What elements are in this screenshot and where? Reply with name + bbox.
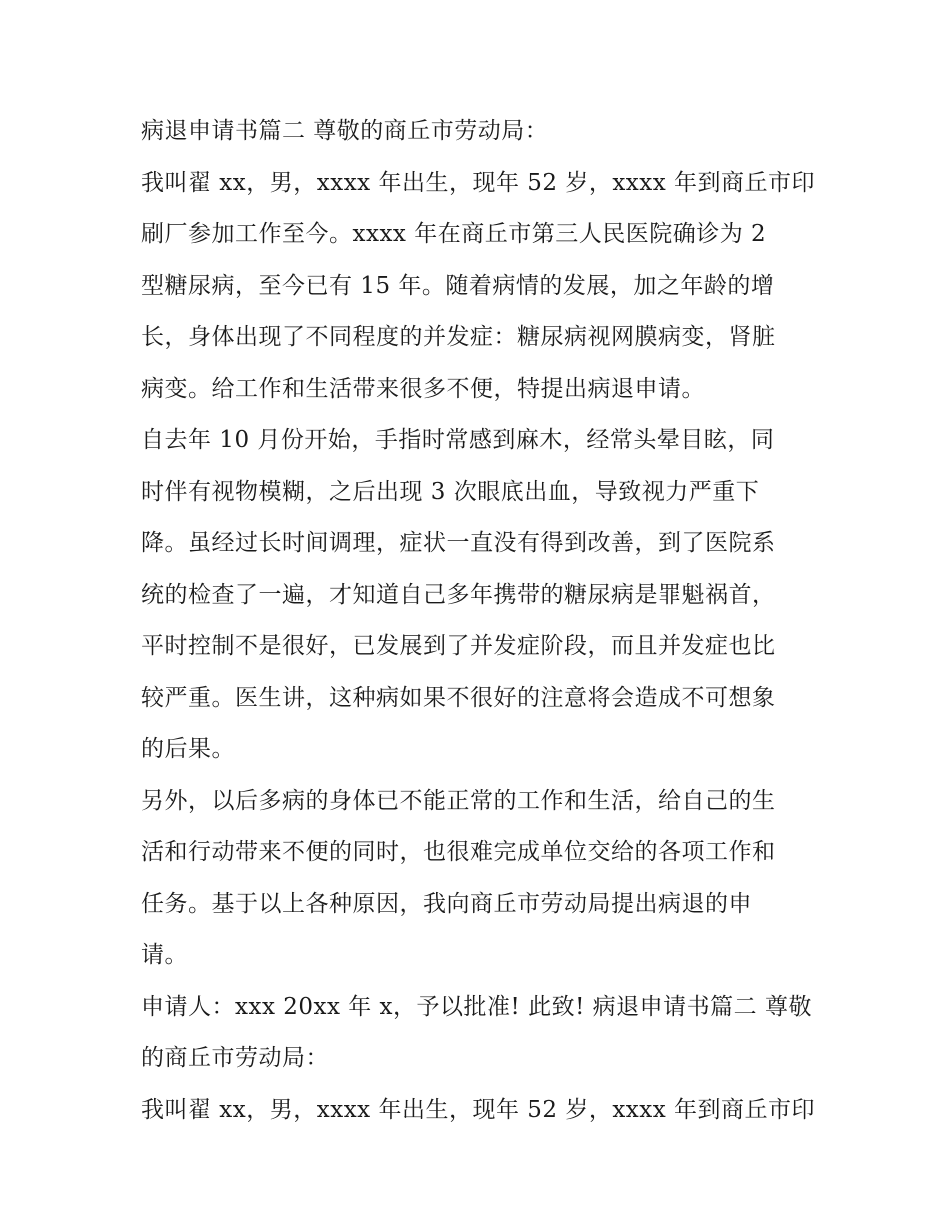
text-line: 请。 [141, 942, 188, 968]
text-line: 我叫翟 xx，男，xxxx 年出生，现年 52 岁，xxxx 年到商丘市印 [141, 169, 816, 196]
text-line: 降。虽经过长时间调理，症状一直没有得到改善，到了医院系 [141, 530, 776, 556]
text-line: 病变。给工作和生活带来很多不便，特提出病退申请。 [141, 375, 705, 402]
text-line: 刷厂参加工作至今。xxxx 年在商丘市第三人民医院确诊为 2 [141, 221, 767, 247]
text-line: 的后果。 [141, 736, 235, 762]
text-line: 统的检查了一遍，才知道自己多年携带的糖尿病是罪魁祸首， [141, 581, 776, 608]
text-line: 长，身体出现了不同程度的并发症：糖尿病视网膜病变，肾脏 [141, 324, 776, 350]
text-line: 申请人：xxx 20xx 年 x，予以批准! 此致! 病退申请书篇二 尊敬 [141, 993, 812, 1020]
text-line: 较严重。医生讲，这种病如果不很好的注意将会造成不可想象 [141, 684, 776, 711]
text-line: 的商丘市劳动局： [141, 1045, 329, 1071]
text-line: 活和行动带来不便的同时，也很难完成单位交给的各项工作和 [141, 839, 776, 865]
text-line: 病退申请书篇二 尊敬的商丘市劳动局： [141, 118, 549, 144]
text-line: 任务。基于以上各种原因，我向商丘市劳动局提出病退的申 [141, 890, 752, 917]
text-line: 平时控制不是很好，已发展到了并发症阶段，而且并发症也比 [141, 633, 776, 659]
text-line: 型糖尿病，至今已有 15 年。随着病情的发展，加之年龄的增 [141, 272, 775, 299]
text-line: 时伴有视物模糊，之后出现 3 次眼底出血，导致视力严重下 [141, 478, 760, 505]
text-line: 我叫翟 xx，男，xxxx 年出生，现年 52 岁，xxxx 年到商丘市印 [141, 1096, 816, 1123]
document-body [141, 106, 821, 1136]
text-line: 另外，以后多病的身体已不能正常的工作和生活，给自己的生 [141, 787, 776, 814]
text-line: 自去年 10 月份开始，手指时常感到麻木，经常头晕目眩，同 [141, 427, 775, 453]
